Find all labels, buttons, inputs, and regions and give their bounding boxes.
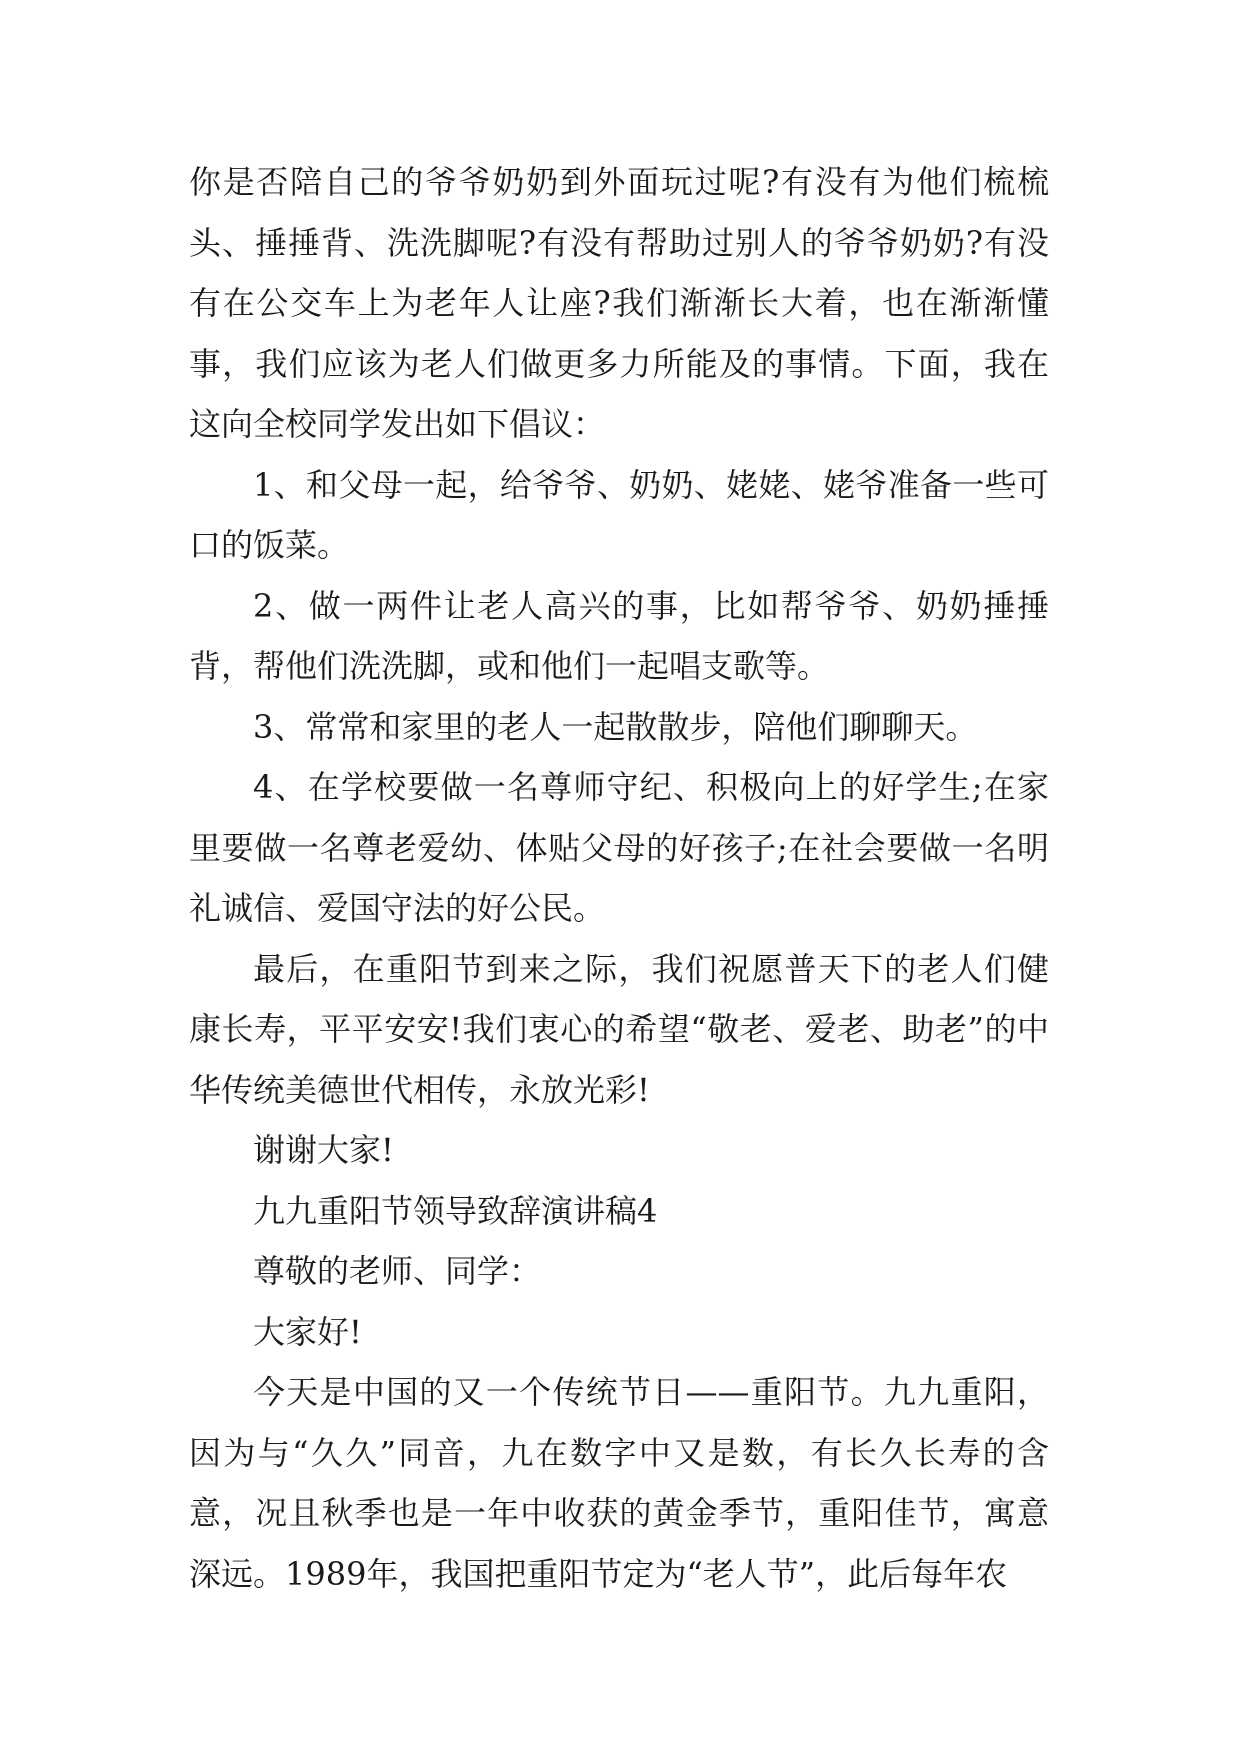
paragraph-intro: 你是否陪自己的爷爷奶奶到外面玩过呢?有没有为他们梳梳头、捶捶背、洗洗脚呢?有没有帮助过别人的爷爷奶奶?有没有在公交车上为老年人让座?我们渐渐长大着，也在渐渐懂事，我们应该为老人们做更多力所能及的事情。下面，我在这向全校同学发出如下倡议： bbox=[189, 163, 1049, 443]
paragraph-closing: 最后，在重阳节到来之际，我们祝愿普天下的老人们健康长寿，平平安安!我们衷心的希望“敬老、爱老、助老”的中华传统美德世代相传，永放光彩! bbox=[189, 949, 1049, 1109]
paragraph-proposal-2: 2、做一两件让老人高兴的事，比如帮爷爷、奶奶捶捶背，帮他们洗洗脚，或和他们一起唱支歌等。 bbox=[189, 586, 1049, 685]
paragraph-proposal-3: 3、常常和家里的老人一起散散步，陪他们聊聊天。 bbox=[253, 707, 978, 746]
paragraph-proposal-4: 4、在学校要做一名尊师守纪、积极向上的好学生;在家里要做一名尊老爱幼、体贴父母的好孩子;在社会要做一名明礼诚信、爱国守法的好公民。 bbox=[189, 768, 1049, 927]
salutation: 尊敬的老师、同学： bbox=[253, 1252, 542, 1290]
greeting: 大家好! bbox=[253, 1312, 362, 1351]
paragraph-thanks: 谢谢大家! bbox=[253, 1131, 394, 1169]
section-title: 九九重阳节领导致辞演讲稿4 bbox=[253, 1191, 658, 1230]
paragraph-body: 今天是中国的又一个传统节日——重阳节。九九重阳，因为与“久久”同音，九在数字中又是数，有长久长寿的含意，况且秋季也是一年中收获的黄金季节，重阳佳节，寓意深远。1989年，我国把重阳节定为“老人节”，此后每年农 bbox=[189, 1373, 1049, 1593]
paragraph-proposal-1: 1、和父母一起，给爷爷、奶奶、姥姥、姥爷准备一些可口的饭菜。 bbox=[189, 465, 1049, 564]
document-body bbox=[189, 152, 1049, 1604]
